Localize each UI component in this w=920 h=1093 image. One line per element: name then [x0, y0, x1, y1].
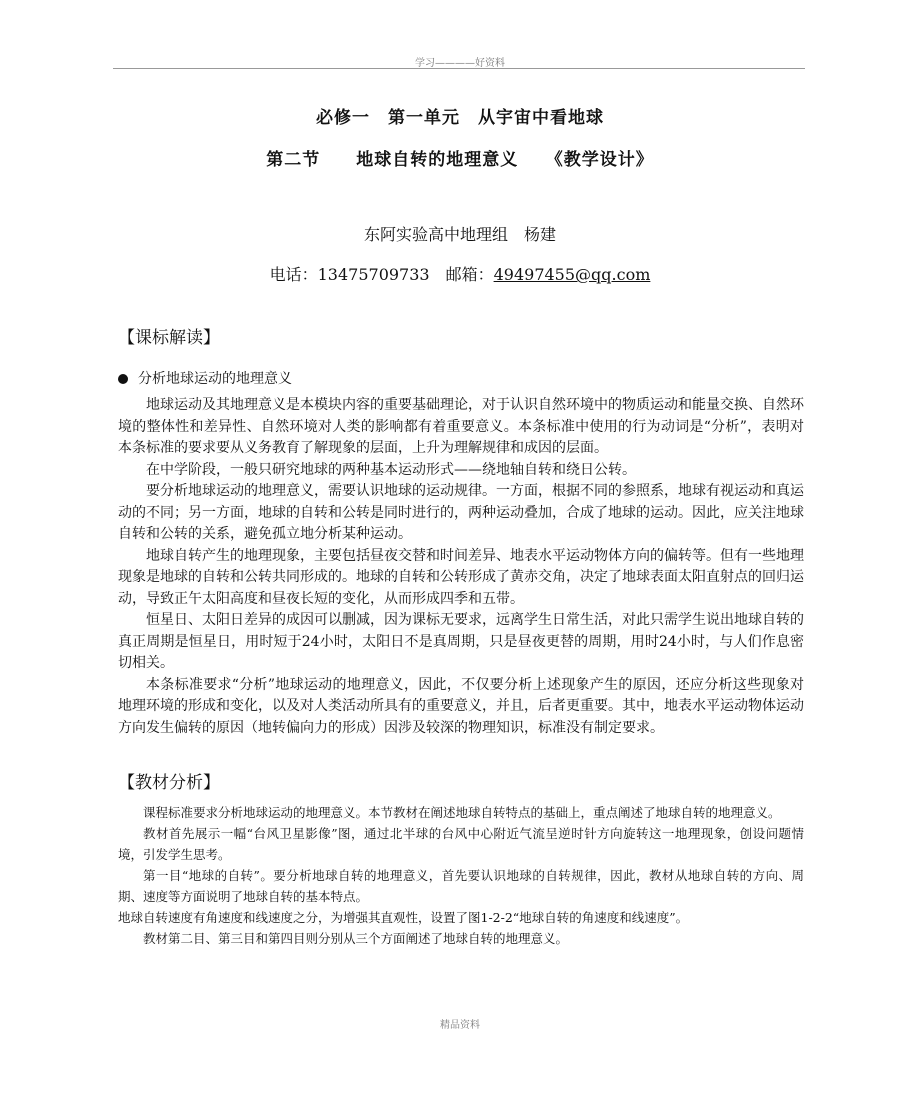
page-footer: 精品资料: [440, 1020, 480, 1031]
textbook-body: [118, 802, 804, 949]
paragraph: 地球自转速度有角速度和线速度之分，为增强其直观性，设置了图1-2-2“地球自转的角速度和线速度”。: [118, 910, 689, 925]
contact-phone-label: 电话：13475709733 邮箱：: [269, 265, 494, 284]
page-header: 学习————好资料: [415, 58, 505, 69]
section-heading-curriculum: 【课标解读】: [118, 328, 220, 348]
paragraph: 地球运动及其地理意义是本模块内容的重要基础理论，对于认识自然环境中的物质运动和能量交换、自然环境的整体性和差异性、自然环境对人类的影响都有着重要意义。本条标准中使用的行为动词是“分析”，表明对本条标准的要求要从义务教育了解现象的层面，上升为理解规律和成因的层面。: [118, 397, 804, 456]
section-heading-textbook: 【教材分析】: [118, 773, 220, 793]
paragraph: 课程标准要求分析地球运动的地理意义。本节教材在阐述地球自转特点的基础上，重点阐述了地球自转的地理意义。: [143, 805, 781, 820]
paragraph: 教材首先展示一幅“台风卫星影像”图，通过北半球的台风中心附近气流呈逆时针方向旋转这一地理现象，创设问题情境，引发学生思考。: [118, 826, 804, 862]
paragraph: 地球自转产生的地理现象，主要包括昼夜交替和时间差异、地表水平运动物体方向的偏转等。但有一些地理现象是地球的自转和公转共同形成的。地球的自转和公转形成了黄赤交角，决定了地球表面太阳直射点的回归运动，导致正午太阳高度和昼夜长短的变化，从而形成四季和五带。: [118, 547, 804, 607]
paragraph: 第一目“地球的自转”。要分析地球自转的地理意义，首先要认识地球的自转规律，因此，教材从地球自转的方向、周期、速度等方面说明了地球自转的基本特点。: [118, 868, 804, 904]
contact-line: [0, 262, 920, 285]
email-link[interactable]: 49497455@qq.com: [493, 265, 651, 284]
paragraph: 要分析地球运动的地理意义，需要认识地球的运动规律。一方面，根据不同的参照系，地球有视运动和真运动的不同；另一方面，地球的自转和公转是同时进行的，两种运动叠加，合成了地球的运动。因此，应关注地球自转和公转的关系，避免孤立地分析某种运动。: [118, 483, 804, 542]
doc-subtitle: 第二节 地球自转的地理意义 《教学设计》: [266, 150, 654, 170]
paragraph: 恒星日、太阳日差异的成因可以删减，因为课标无要求，远离学生日常生活，对此只需学生说出地球自转的真正周期是恒星日，用时短于24小时，太阳日不是真周期，只是昼夜更替的周期，用时24小时，与人们作息密切相关。: [118, 612, 804, 671]
bullet-text: 分析地球运动的地理意义: [138, 371, 292, 387]
bullet-item: [118, 368, 292, 388]
paragraph: 本条标准要求“分析”地球运动的地理意义，因此，不仅要分析上述现象产生的原因，还应分析这些现象对地理环境的形成和变化，以及对人类活动所具有的重要意义，并且，后者更重要。其中，地表水平运动物体运动方向发生偏转的原因（地转偏向力的形成）因涉及较深的物理知识，标准没有制定要求。: [118, 676, 804, 736]
author-line: 东阿实验高中地理组 杨建: [363, 225, 556, 244]
curriculum-body: [118, 395, 804, 739]
paragraph: 在中学阶段，一般只研究地球的两种基本运动形式——绕地轴自转和绕日公转。: [146, 461, 636, 478]
header-divider: [113, 68, 805, 69]
bullet-dot-icon: [118, 374, 128, 384]
doc-title: 必修一 第一单元 从宇宙中看地球: [316, 108, 604, 128]
paragraph: 教材第二目、第三目和第四目则分别从三个方面阐述了地球自转的地理意义。: [143, 931, 569, 946]
